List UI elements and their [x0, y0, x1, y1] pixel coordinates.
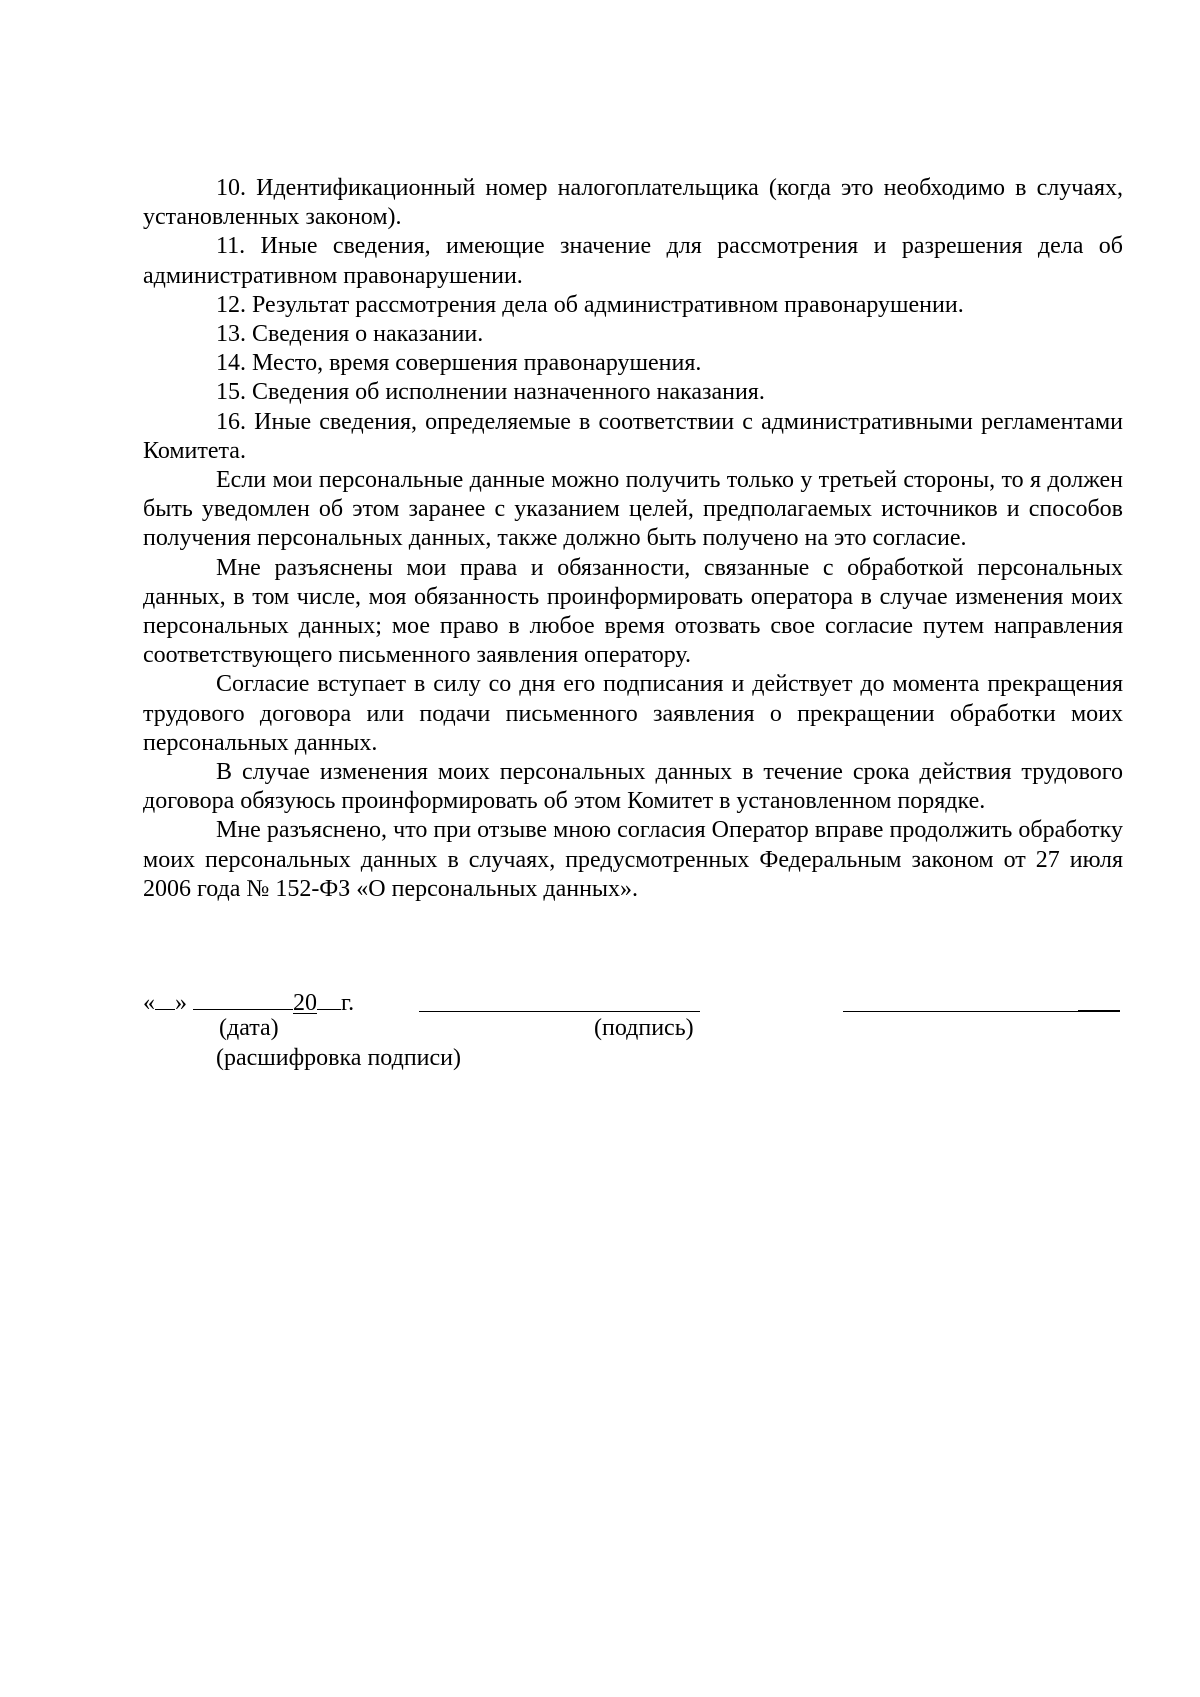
- paragraph-item-10: 10. Идентификационный номер налогоплательщика (когда это необходимо в случаях, установленных законом).: [143, 175, 1123, 231]
- paragraph-item-15: 15. Сведения об исполнении назначенного наказания.: [216, 379, 765, 406]
- signature-block: [0, 985, 1200, 1017]
- year-suffix: г.: [341, 990, 355, 1016]
- paragraph-item-12: 12. Результат рассмотрения дела об административном правонарушении.: [216, 291, 964, 318]
- paragraph-withdrawal: Мне разъяснено, что при отзыве мною согласия Оператор вправе продолжить обработку моих персональных данных в случаях, предусмотренных Федеральным законом от 27 июля 2006 года № 152-ФЗ «О персональных данных».: [143, 817, 1123, 902]
- signature-decode-line-end: [1078, 1010, 1120, 1012]
- paragraph-item-11: 11. Иные сведения, имеющие значение для рассмотрения и разрешения дела об административном правонарушении.: [143, 233, 1123, 289]
- month-blank: [193, 985, 293, 1010]
- date-caption: (дата): [219, 1015, 279, 1041]
- quote-close: »: [175, 990, 187, 1016]
- year-blank: [317, 985, 341, 1010]
- signature-caption: (подпись): [594, 1015, 694, 1041]
- document-body: [143, 174, 1123, 904]
- paragraph-validity: Согласие вступает в силу со дня его подписания и действует до момента прекращения трудового договора или подачи письменного заявления о прекращении обработки моих персональных данных.: [143, 671, 1123, 756]
- year-prefix: 20: [293, 990, 317, 1016]
- paragraph-changes: В случае изменения моих персональных данных в течение срока действия трудового договора обязуюсь проинформировать об этом Комитет в установленном порядке.: [143, 759, 1123, 815]
- day-blank: [155, 985, 175, 1010]
- paragraph-item-13: 13. Сведения о наказании.: [216, 321, 484, 348]
- signature-line: [419, 1011, 700, 1012]
- signature-decode-caption: (расшифровка подписи): [216, 1045, 461, 1071]
- paragraph-rights: Мне разъяснены мои права и обязанности, связанные с обработкой персональных данных, в том числе, моя обязанность проинформировать оператора в случае изменения моих персональных данных; мое право в любое время отозвать свое согласие путем направления соответствующего письменного заявления оператору.: [143, 554, 1123, 669]
- paragraph-item-14: 14. Место, время совершения правонарушения.: [216, 350, 702, 377]
- paragraph-third-party: Если мои персональные данные можно получить только у третьей стороны, то я должен быть уведомлен об этом заранее с указанием целей, предполагаемых источников и способов получения персональных данных, также должно быть получено на это согласие.: [143, 467, 1123, 552]
- quote-open: «: [143, 990, 155, 1016]
- paragraph-item-16: 16. Иные сведения, определяемые в соответствии с административными регламентами Комитета.: [143, 408, 1123, 464]
